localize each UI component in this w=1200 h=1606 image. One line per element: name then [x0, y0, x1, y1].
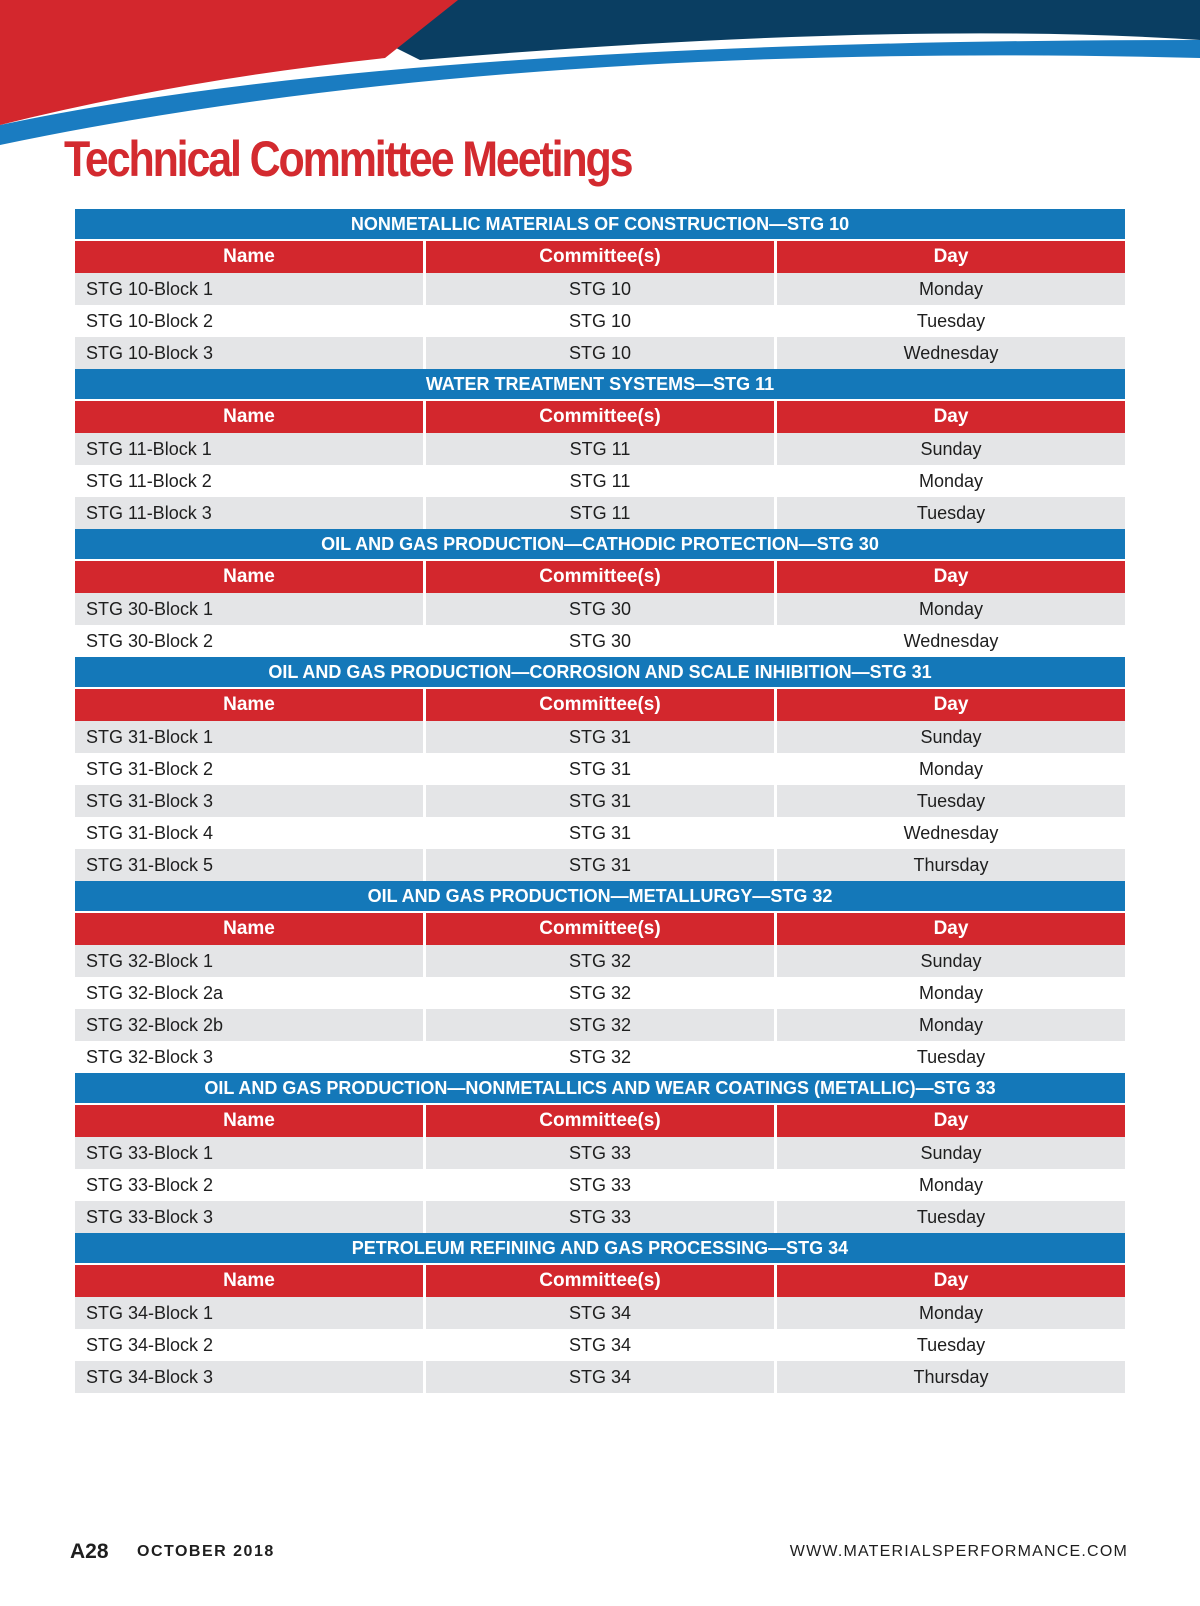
cell-day: Tuesday: [777, 1201, 1125, 1233]
table-row: [75, 433, 1125, 465]
cell-name: STG 33-Block 3: [75, 1201, 423, 1233]
table-row: [75, 1329, 1125, 1361]
table-row: [75, 977, 1125, 1009]
cell-committee: STG 34: [426, 1297, 774, 1329]
cell-committee: STG 31: [426, 785, 774, 817]
cell-name: STG 31-Block 5: [75, 849, 423, 881]
section-title: OIL AND GAS PRODUCTION—CATHODIC PROTECTION—STG 30: [75, 529, 1125, 559]
column-header-day: Day: [777, 559, 1125, 593]
cell-day: Sunday: [777, 945, 1125, 977]
cell-name: STG 31-Block 4: [75, 817, 423, 849]
table-row: [75, 625, 1125, 657]
cell-day: Wednesday: [777, 337, 1125, 369]
column-header-day: Day: [777, 687, 1125, 721]
header-banner: [0, 0, 1200, 150]
cell-name: STG 34-Block 2: [75, 1329, 423, 1361]
cell-committee: STG 33: [426, 1201, 774, 1233]
meetings-table: [72, 209, 1128, 1393]
cell-committee: STG 30: [426, 625, 774, 657]
cell-day: Monday: [777, 593, 1125, 625]
table-row: [75, 817, 1125, 849]
cell-day: Tuesday: [777, 785, 1125, 817]
cell-committee: STG 32: [426, 1041, 774, 1073]
cell-day: Monday: [777, 273, 1125, 305]
section-title: OIL AND GAS PRODUCTION—CORROSION AND SCALE INHIBITION—STG 31: [75, 657, 1125, 687]
cell-committee: STG 11: [426, 465, 774, 497]
column-header-name: Name: [75, 239, 423, 273]
column-header-row: [75, 1103, 1125, 1137]
cell-day: Sunday: [777, 721, 1125, 753]
column-header-day: Day: [777, 911, 1125, 945]
table-row: [75, 593, 1125, 625]
section-header: [75, 369, 1125, 399]
cell-name: STG 32-Block 2b: [75, 1009, 423, 1041]
column-header-row: [75, 239, 1125, 273]
website-url: WWW.MATERIALSPERFORMANCE.COM: [789, 1543, 1128, 1560]
column-header-name: Name: [75, 399, 423, 433]
table-row: [75, 1361, 1125, 1393]
cell-name: STG 34-Block 1: [75, 1297, 423, 1329]
column-header-committee: Committee(s): [426, 239, 774, 273]
cell-name: STG 11-Block 3: [75, 497, 423, 529]
column-header-name: Name: [75, 559, 423, 593]
section-title: OIL AND GAS PRODUCTION—NONMETALLICS AND WEAR COATINGS (METALLIC)—STG 33: [75, 1073, 1125, 1103]
section-title: NONMETALLIC MATERIALS OF CONSTRUCTION—STG 10: [75, 209, 1125, 239]
cell-committee: STG 33: [426, 1137, 774, 1169]
table-row: [75, 1009, 1125, 1041]
column-header-committee: Committee(s): [426, 687, 774, 721]
cell-name: STG 32-Block 1: [75, 945, 423, 977]
cell-committee: STG 32: [426, 1009, 774, 1041]
cell-committee: STG 30: [426, 593, 774, 625]
column-header-name: Name: [75, 911, 423, 945]
cell-day: Monday: [777, 753, 1125, 785]
cell-day: Monday: [777, 1169, 1125, 1201]
cell-committee: STG 32: [426, 977, 774, 1009]
cell-name: STG 31-Block 3: [75, 785, 423, 817]
column-header-row: [75, 559, 1125, 593]
column-header-day: Day: [777, 239, 1125, 273]
column-header-row: [75, 399, 1125, 433]
table-row: [75, 1137, 1125, 1169]
cell-day: Tuesday: [777, 1041, 1125, 1073]
cell-name: STG 30-Block 2: [75, 625, 423, 657]
cell-committee: STG 31: [426, 817, 774, 849]
issue-date: OCTOBER 2018: [137, 1543, 275, 1560]
column-header-day: Day: [777, 399, 1125, 433]
column-header-committee: Committee(s): [426, 1263, 774, 1297]
table-row: [75, 465, 1125, 497]
cell-name: STG 11-Block 1: [75, 433, 423, 465]
cell-committee: STG 10: [426, 337, 774, 369]
cell-name: STG 33-Block 1: [75, 1137, 423, 1169]
table-row: [75, 1169, 1125, 1201]
table-row: [75, 1041, 1125, 1073]
cell-committee: STG 10: [426, 273, 774, 305]
table-row: [75, 337, 1125, 369]
table-row: [75, 1201, 1125, 1233]
column-header-name: Name: [75, 687, 423, 721]
cell-committee: STG 31: [426, 721, 774, 753]
cell-committee: STG 10: [426, 305, 774, 337]
column-header-row: [75, 911, 1125, 945]
cell-day: Wednesday: [777, 625, 1125, 657]
page-footer: [0, 1540, 1200, 1570]
cell-name: STG 34-Block 3: [75, 1361, 423, 1393]
cell-day: Tuesday: [777, 1329, 1125, 1361]
cell-name: STG 33-Block 2: [75, 1169, 423, 1201]
cell-day: Monday: [777, 1009, 1125, 1041]
column-header-row: [75, 687, 1125, 721]
page-number: A28: [70, 1540, 109, 1563]
column-header-committee: Committee(s): [426, 911, 774, 945]
cell-name: STG 31-Block 1: [75, 721, 423, 753]
banner-red-shape: [0, 0, 458, 125]
cell-day: Monday: [777, 465, 1125, 497]
cell-name: STG 30-Block 1: [75, 593, 423, 625]
cell-name: STG 32-Block 3: [75, 1041, 423, 1073]
column-header-committee: Committee(s): [426, 399, 774, 433]
page-title: Technical Committee Meetings: [64, 131, 632, 187]
column-header-committee: Committee(s): [426, 1103, 774, 1137]
cell-name: STG 10-Block 3: [75, 337, 423, 369]
column-header-day: Day: [777, 1103, 1125, 1137]
cell-committee: STG 31: [426, 753, 774, 785]
section-title: PETROLEUM REFINING AND GAS PROCESSING—STG 34: [75, 1233, 1125, 1263]
cell-committee: STG 32: [426, 945, 774, 977]
cell-day: Thursday: [777, 1361, 1125, 1393]
cell-committee: STG 34: [426, 1329, 774, 1361]
cell-name: STG 32-Block 2a: [75, 977, 423, 1009]
column-header-committee: Committee(s): [426, 559, 774, 593]
cell-day: Tuesday: [777, 305, 1125, 337]
section-header: [75, 881, 1125, 911]
section-header: [75, 1073, 1125, 1103]
section-title: WATER TREATMENT SYSTEMS—STG 11: [75, 369, 1125, 399]
cell-day: Thursday: [777, 849, 1125, 881]
cell-day: Monday: [777, 977, 1125, 1009]
cell-day: Wednesday: [777, 817, 1125, 849]
column-header-name: Name: [75, 1263, 423, 1297]
table-row: [75, 273, 1125, 305]
cell-committee: STG 33: [426, 1169, 774, 1201]
table-row: [75, 849, 1125, 881]
section-title: OIL AND GAS PRODUCTION—METALLURGY—STG 32: [75, 881, 1125, 911]
cell-committee: STG 11: [426, 497, 774, 529]
table-row: [75, 945, 1125, 977]
section-header: [75, 209, 1125, 239]
cell-committee: STG 11: [426, 433, 774, 465]
table-row: [75, 785, 1125, 817]
section-header: [75, 657, 1125, 687]
column-header-day: Day: [777, 1263, 1125, 1297]
cell-day: Sunday: [777, 433, 1125, 465]
table-row: [75, 497, 1125, 529]
cell-day: Sunday: [777, 1137, 1125, 1169]
cell-name: STG 31-Block 2: [75, 753, 423, 785]
cell-name: STG 10-Block 2: [75, 305, 423, 337]
cell-day: Monday: [777, 1297, 1125, 1329]
cell-name: STG 11-Block 2: [75, 465, 423, 497]
cell-name: STG 10-Block 1: [75, 273, 423, 305]
column-header-row: [75, 1263, 1125, 1297]
cell-committee: STG 31: [426, 849, 774, 881]
section-header: [75, 1233, 1125, 1263]
table-row: [75, 753, 1125, 785]
section-header: [75, 529, 1125, 559]
cell-day: Tuesday: [777, 497, 1125, 529]
cell-committee: STG 34: [426, 1361, 774, 1393]
table-row: [75, 305, 1125, 337]
table-row: [75, 721, 1125, 753]
table-row: [75, 1297, 1125, 1329]
column-header-name: Name: [75, 1103, 423, 1137]
